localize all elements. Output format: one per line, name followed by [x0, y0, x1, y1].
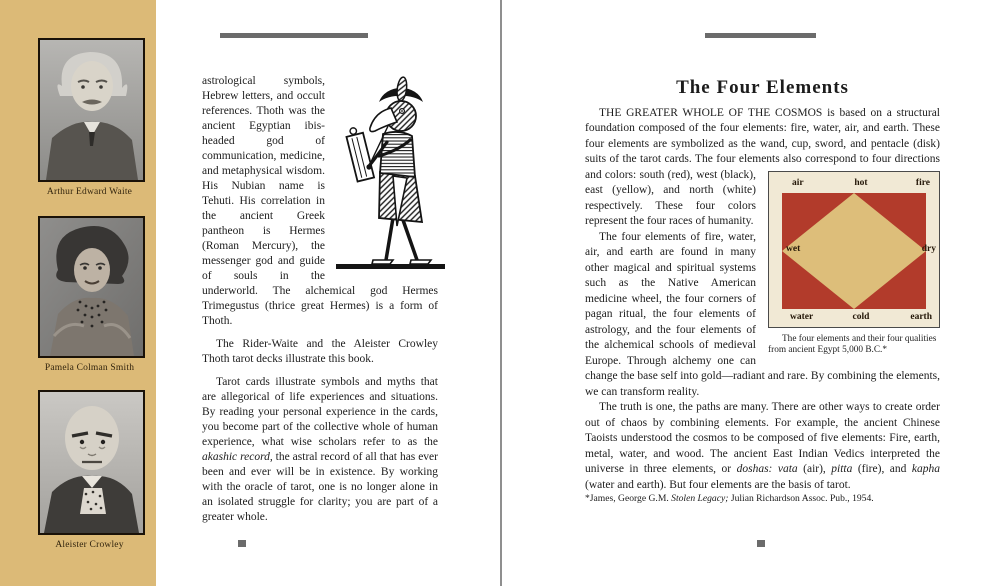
- thoth-figure: [333, 76, 448, 274]
- page-marker-right: [757, 540, 765, 547]
- left-text-column: [202, 74, 438, 525]
- portrait-waite: [38, 38, 141, 197]
- portrait-caption: Pamela Colman Smith: [44, 363, 135, 373]
- chapter-rule-right: [705, 33, 816, 38]
- paragraph-text: astrological symbols, Hebrew letters, and occult references. Thoth was the ancient Egyptian ibis-headed god of communication, medicine, and metaphysical wisdom. His Nubian name is Tehuti. His correlation in the ancient Greek pantheon is Hermes (Roman Mercury), the messenger god and guide of souls in the underworld. The alchemical god Hermes Trimegustus (thrice great Hermes) is a form of Thoth.: [202, 75, 438, 327]
- page-title: The Four Elements: [676, 77, 849, 98]
- paragraph-truth: The truth is one, the paths are many. There are other ways to create order out of chaos by combining elements. For example, the ancient Chinese Taoists understood the cosmos to be composed of five elements: Fire, earth, metal, water, and wood. The ancient East Indian Vedics interpreted the universe in three elements, or doshas: vata (air), pitta (fire), and kapha (water and earth). But four elements are the basis of tarot.: [585, 401, 940, 491]
- portrait-photo-waite: [38, 38, 145, 182]
- diagram-label-water: water: [790, 311, 814, 322]
- footnote: *James, George G.M. Stolen Legacy; Julian Richardson Assoc. Pub., 1954.: [585, 493, 874, 504]
- elements-diagram: [756, 171, 940, 357]
- diagram-label-air: air: [792, 177, 804, 188]
- diagram-caption: The four elements and their four qualities from ancient Egypt 5,000 B.C.*: [768, 333, 937, 355]
- diagram-box: [768, 171, 940, 328]
- chapter-rule-left: [220, 33, 368, 38]
- paragraph-thoth: [202, 74, 438, 329]
- diagram-label-cold: cold: [852, 311, 870, 322]
- page-gutter: [500, 0, 502, 586]
- portrait-caption: Aleister Crowley: [55, 540, 124, 550]
- diagram-label-earth: earth: [910, 311, 932, 322]
- portrait-photo-smith: [38, 216, 145, 358]
- portrait-caption: Arthur Edward Waite: [46, 187, 133, 197]
- diagram-label-wet: wet: [786, 243, 801, 254]
- paragraph-decks: The Rider-Waite and the Aleister Crowley Thoth tarot decks illustrate this book.: [202, 338, 438, 365]
- paragraph-four-elements: The four elements of fire, water, air, and earth are found in many other magical and spiritual systems such as the Native American medicine wheel, the four corners of pagan ritual, the four elements of astrology, and the four elements of the alchemical schools of medieval Europe. Through alchemy one can change the base self into gold—radiant and rare. By combining the elements, we can transform reality.: [585, 230, 940, 398]
- page-marker-left: [238, 540, 246, 547]
- paragraph-text: THE GREATER WHOLE OF THE COSMOS is based on a structural foundation composed of the four elements: fire, water, air, and earth. These four elements are symbolized as the wand, cup, sword, and pentacle (disk) suits of the tarot cards. The four elements also correspond to four: [585, 106, 940, 165]
- thoth-illustration: [333, 76, 448, 274]
- paragraph-tarot-cards: Tarot cards illustrate symbols and myths that are allegorical of life experiences and situations. By reading your personal experience in the cards, you become part of the collective whole of human experience, what wise scholars refer to as the akashic record, the astral record of all that has ever been and ever will be in existence. By working with the oracle of tarot, one is no longer alone in an isolated struggle for clarity; you are part of a greater whole.: [202, 376, 438, 523]
- portrait-crowley: [38, 390, 141, 550]
- paragraph-text: directions and colors: south (red), west (black), east (yellow), and north (white) respectively. These four colors represent the four races of humanity.: [585, 153, 941, 227]
- diagram-label-fire: fire: [915, 177, 930, 188]
- left-sidebar: [0, 0, 156, 586]
- portrait-smith: [38, 216, 141, 373]
- diagram-label-dry: dry: [921, 243, 936, 254]
- diagram-label-hot: hot: [854, 177, 868, 188]
- diagram-square-and-diamond: [782, 193, 926, 309]
- portrait-photo-crowley: [38, 390, 145, 535]
- right-text-column: [585, 77, 941, 505]
